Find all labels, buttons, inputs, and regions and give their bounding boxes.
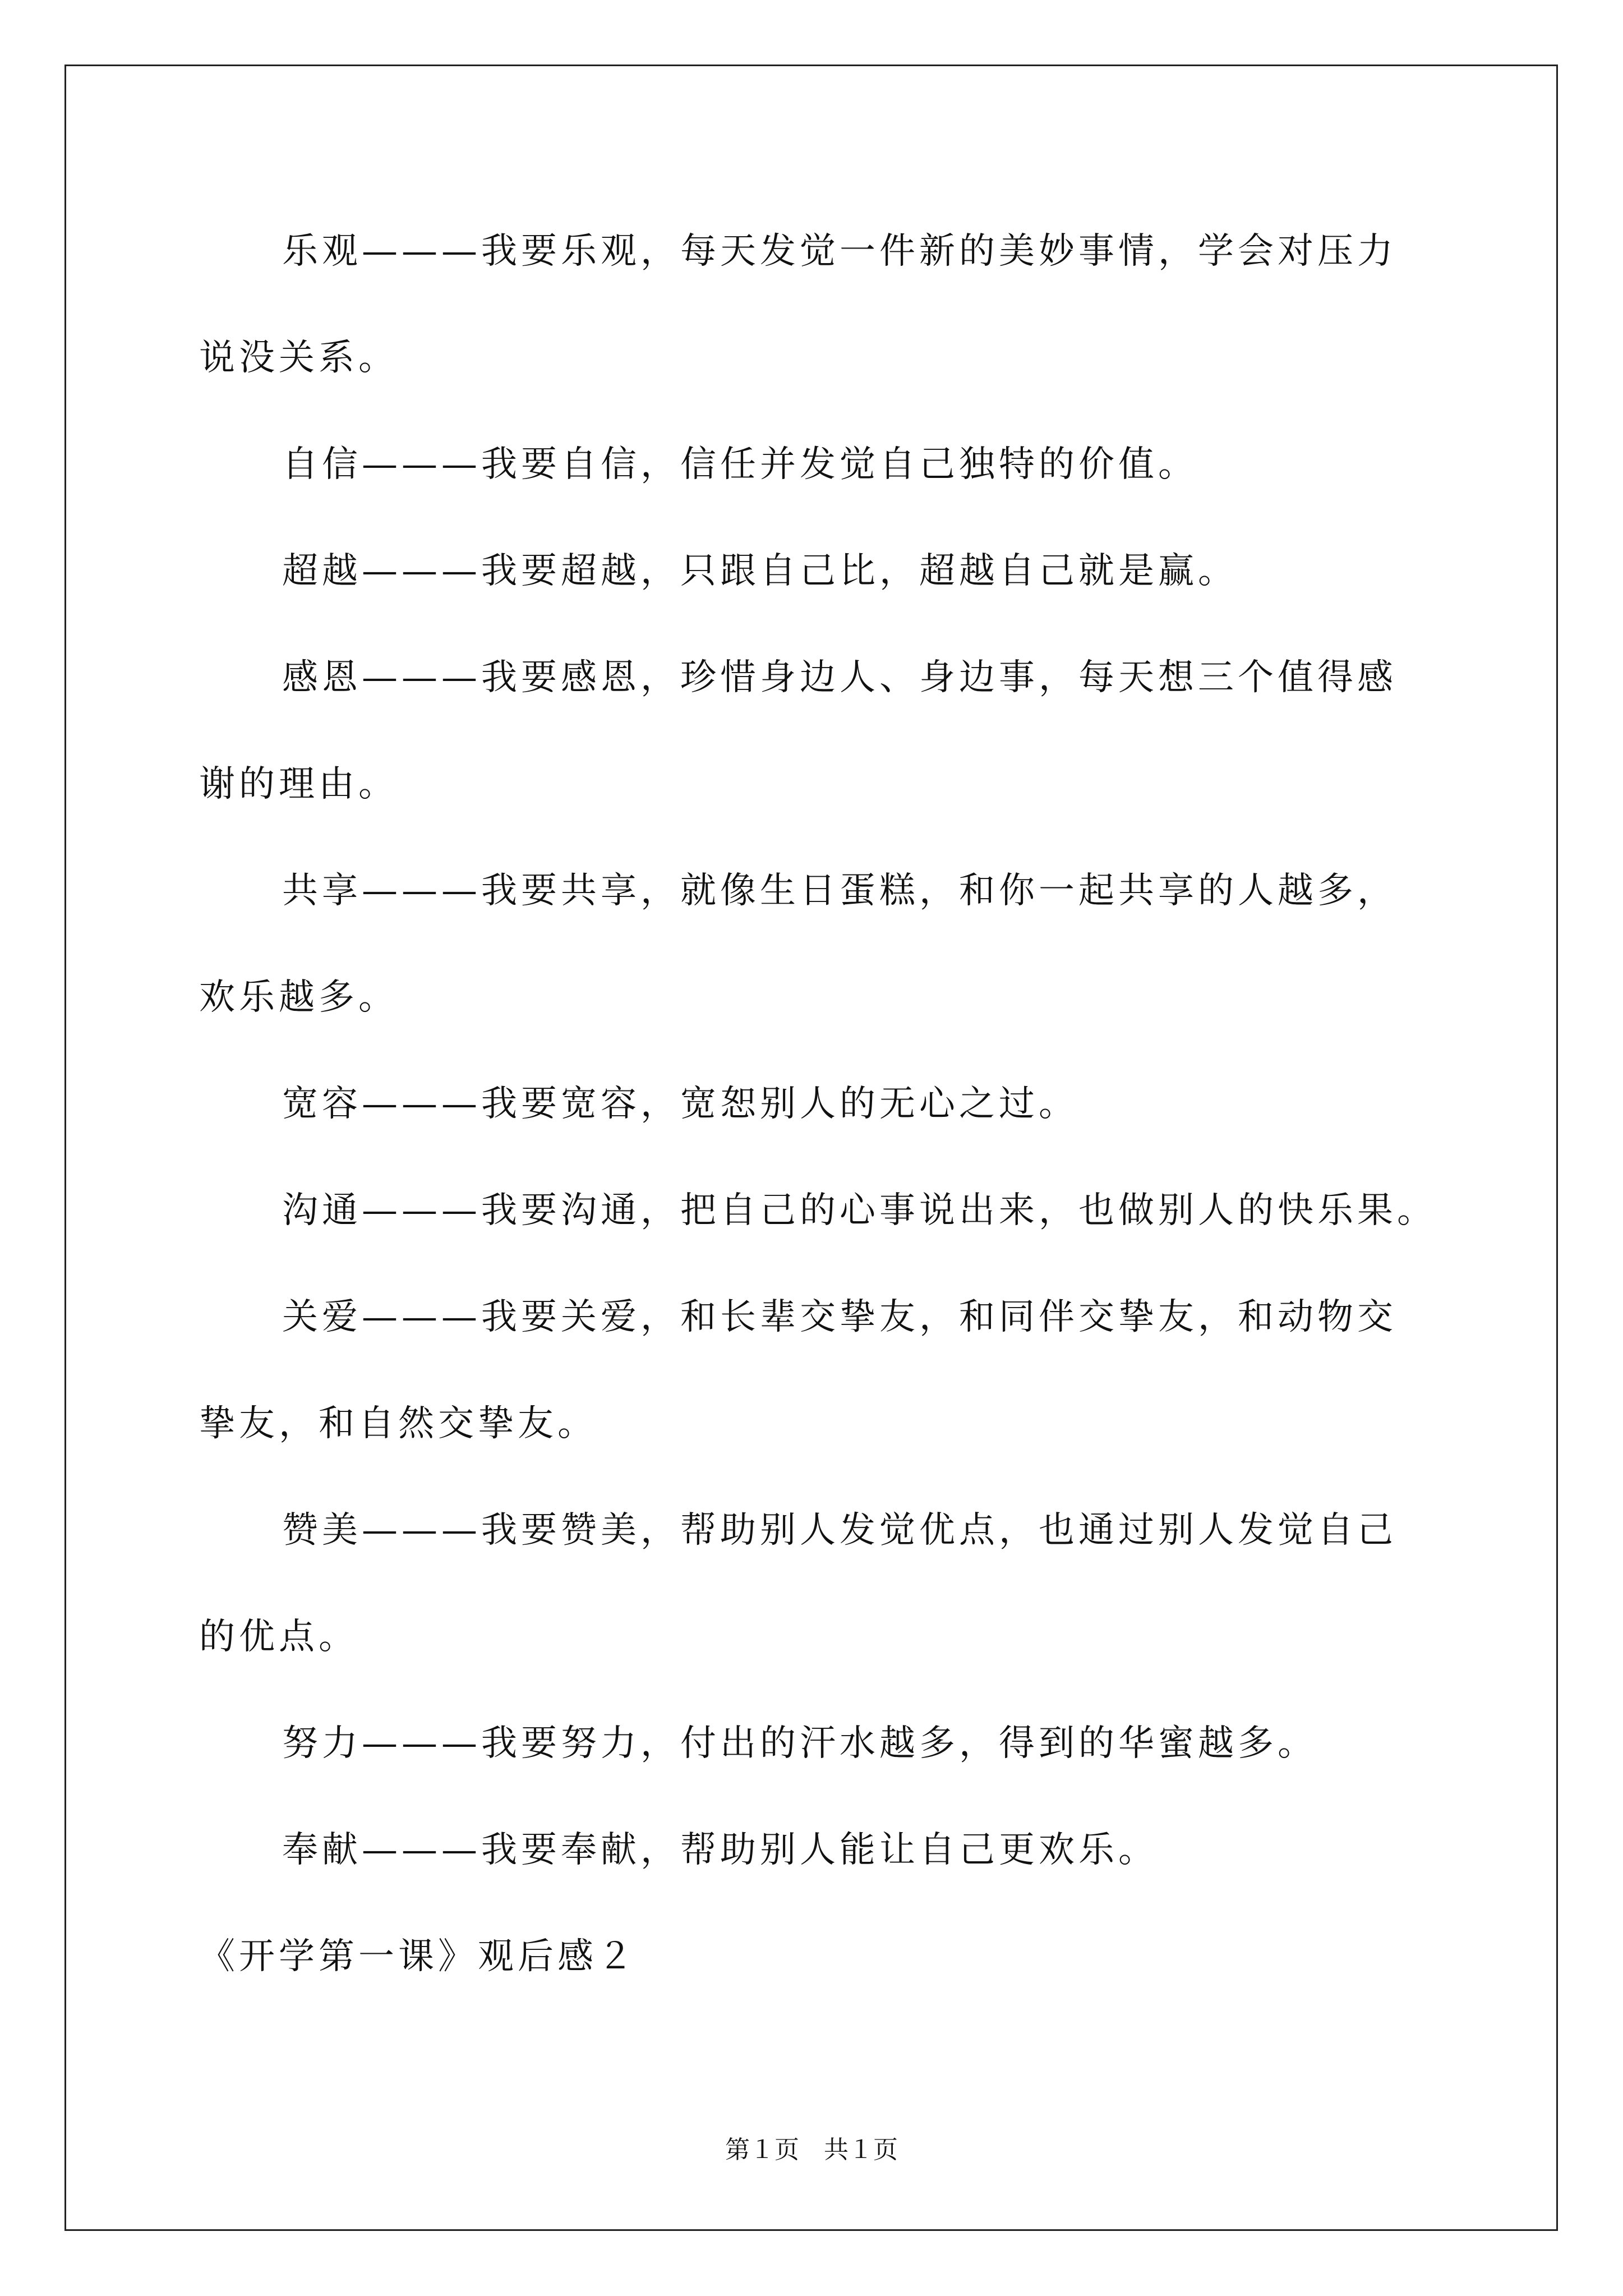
paragraph: 欢乐越多。	[199, 977, 398, 1018]
paragraph: 共享———我要共享，就像生日蛋糕，和你一起共享的人越多，	[282, 870, 1397, 912]
paragraph: 关爱———我要关爱，和长辈交挚友，和同伴交挚友，和动物交	[282, 1296, 1397, 1338]
paragraph: 说没关系。	[199, 337, 398, 379]
paragraph: 沟通———我要沟通，把自己的心事说出来，也做别人的快乐果。	[282, 1190, 1437, 1231]
section-title: 《开学第一课》观后感２	[199, 1936, 637, 1977]
paragraph: 赞美———我要赞美，帮助别人发觉优点，也通过别人发觉自己	[282, 1510, 1397, 1551]
page-border	[64, 65, 1558, 2231]
paragraph: 挚友，和自然交挚友。	[199, 1403, 597, 1444]
paragraph: 的优点。	[199, 1616, 358, 1658]
page-footer: 第１页 共１页	[725, 2136, 898, 2164]
paragraph: 奉献———我要奉献，帮助别人能让自己更欢乐。	[282, 1829, 1158, 1871]
paragraph: 努力———我要努力，付出的汗水越多，得到的华蜜越多。	[282, 1723, 1317, 1764]
paragraph: 谢的理由。	[199, 763, 398, 805]
paragraph: 宽容———我要宽容，宽恕别人的无心之过。	[282, 1083, 1078, 1125]
paragraph: 感恩———我要感恩，珍惜身边人、身边事，每天想三个值得感	[282, 657, 1397, 698]
paragraph: 乐观———我要乐观，每天发觉一件新的美妙事情，学会对压力	[282, 231, 1397, 272]
paragraph: 超越———我要超越，只跟自己比，超越自己就是赢。	[282, 550, 1238, 592]
paragraph: 自信———我要自信，信任并发觉自己独特的价值。	[282, 444, 1198, 485]
